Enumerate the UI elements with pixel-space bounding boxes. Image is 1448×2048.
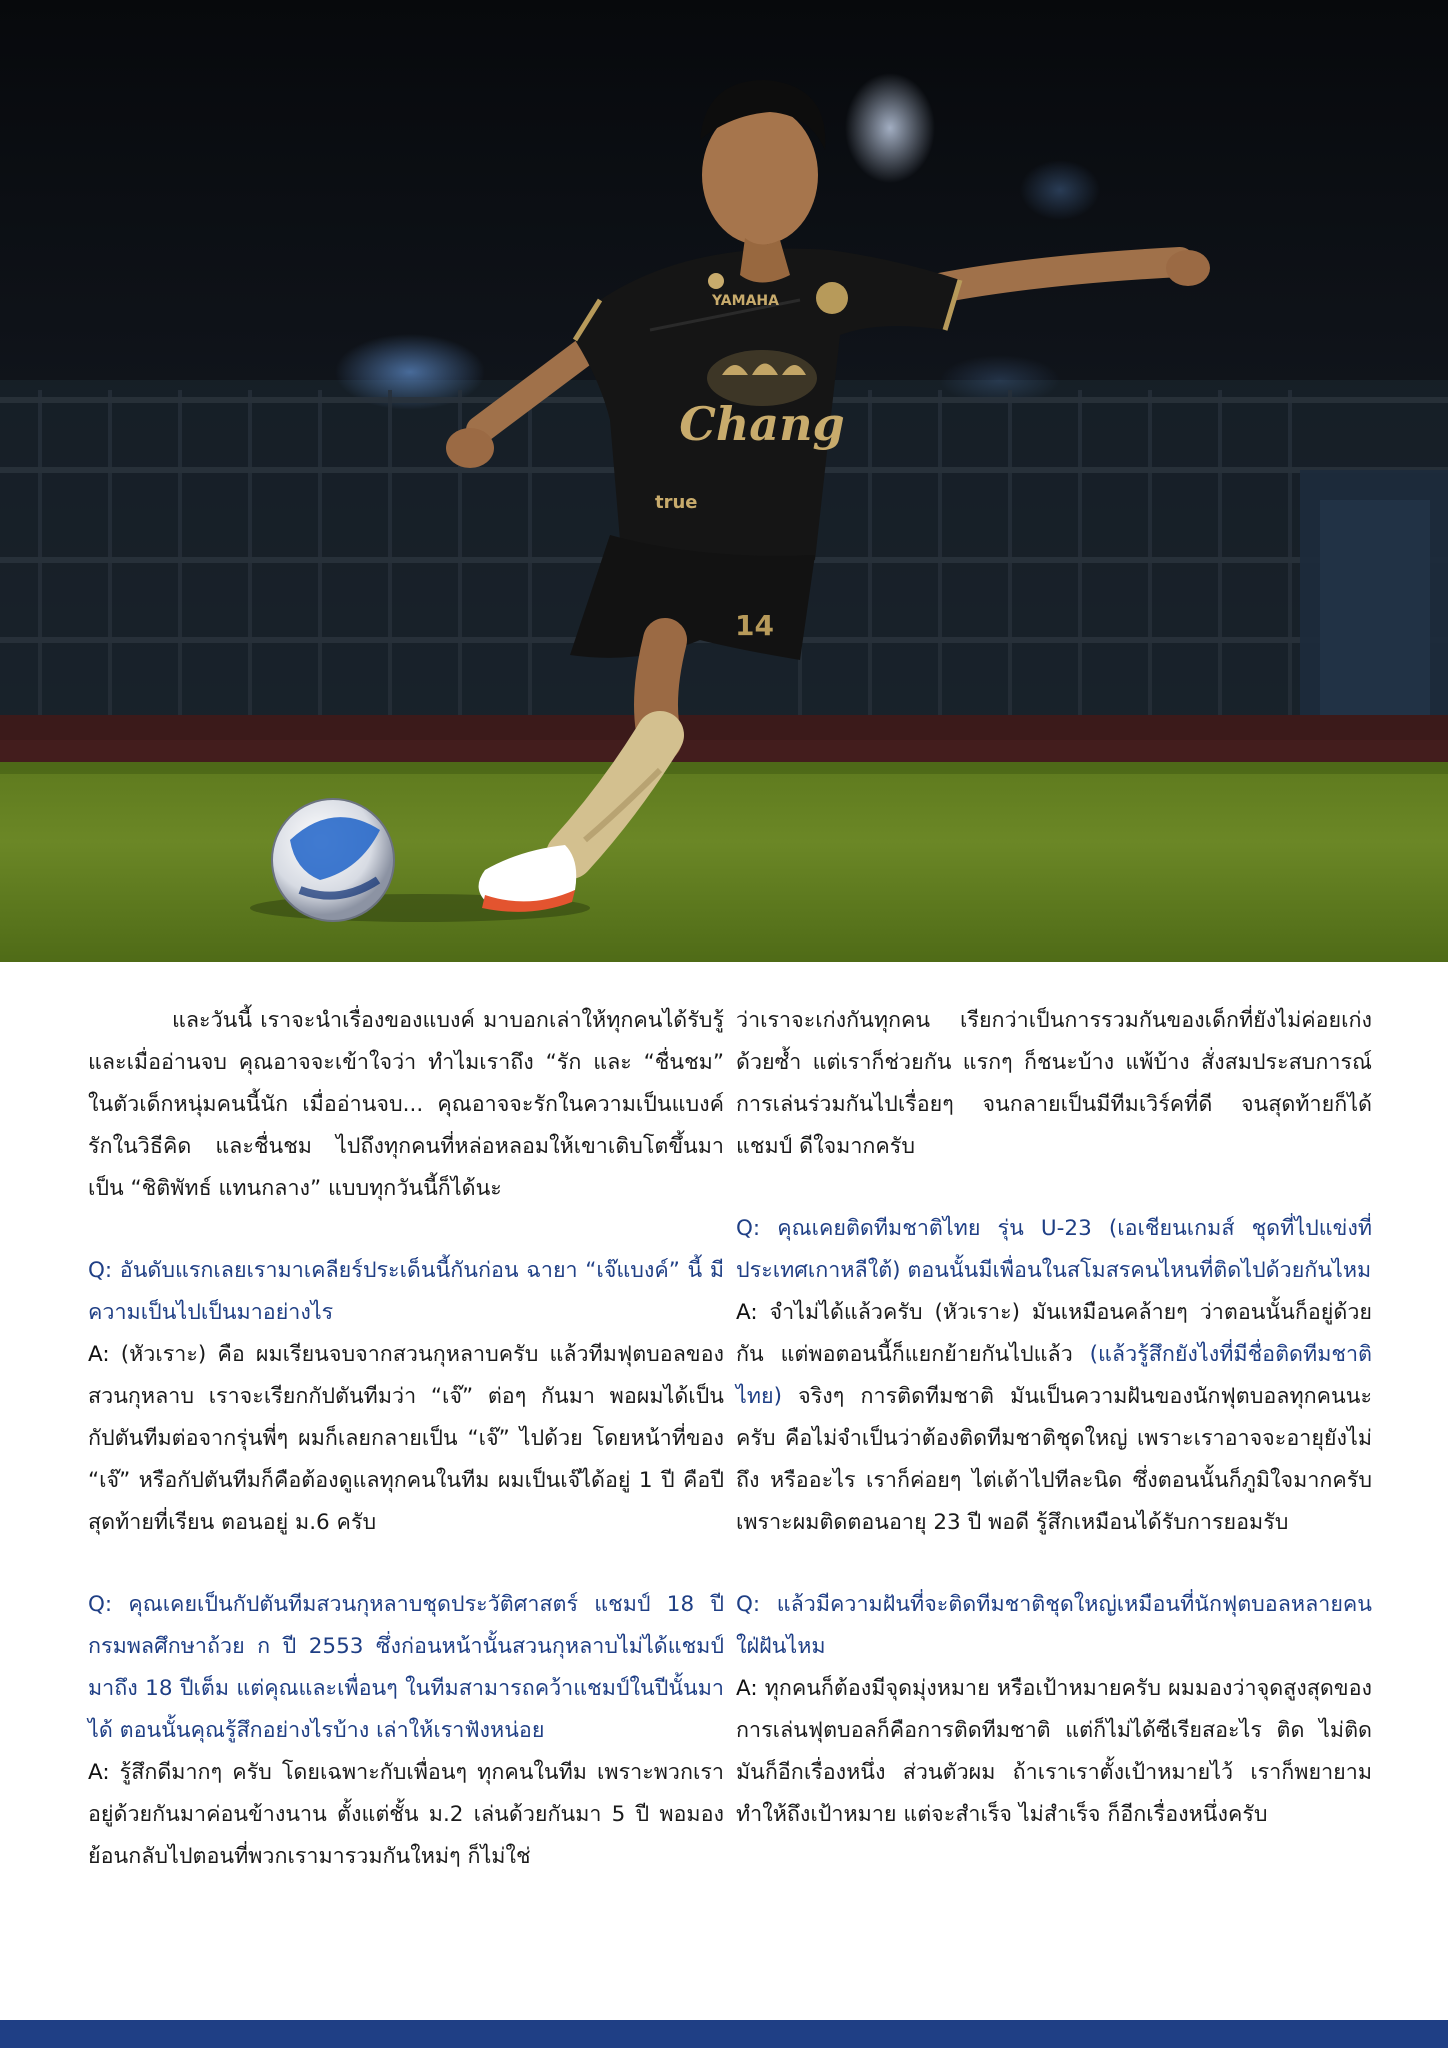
answer-3-text-part1: จำไม่ได้แล้วครับ (หัวเราะ) มันเหมือนคล้ายๆ ว่าตอนนั้นก็อยู่ด้วยกัน แต่พอตอนนี้ก็แยกย้ายกันไปแล้ว <box>736 1300 1372 1367</box>
answer-1-text: (หัวเราะ) คือ ผมเรียนจบจากสวนกุหลาบครับ แล้วทีมฟุตบอลของสวนกุหลาบ เราจะเรียกกัปตันทีมว่า “เจ๊” ต่อๆ กันมา พอผมได้เป็นกัปตันทีมต่อจากรุ่นพี่ๆ ผมก็เลยกลายเป็น “เจ๊” ไปด้วย โดยหน้าที่ของ “เจ๊” หรือกัปตันทีมก็คือต้องดูแลทุกคนในทีม ผมเป็นเจ๊ได้อยู่ 1 ปี คือปีสุดท้ายที่เรียน ตอนอยู่ ม.6 ครับ <box>88 1342 724 1535</box>
answer-label: A: <box>736 1300 758 1325</box>
answer-2-text: รู้สึกดีมากๆ ครับ โดยเฉพาะกับเพื่อนๆ ทุกคนในทีม เพราะพวกเราอยู่ด้วยกันมาค่อนข้างนาน ตั้งแต่ชั้น ม.2 เล่นด้วยกันมา 5 ปี พอมองย้อนกลับไปตอนที่พวกเรามารวมกันใหม่ๆ ก็ไม่ใช่ <box>88 1760 724 1869</box>
jersey-sponsor-text: YAMAHA <box>712 293 779 309</box>
answer-4 <box>736 1668 1372 1836</box>
answer-3-inline-question: (แล้วรู้สึกยังไงที่มีชื่อติดทีมชาติไทย) <box>736 1342 1372 1409</box>
answer-1 <box>88 1334 724 1544</box>
answer-label: A: <box>88 1760 110 1785</box>
question-2: Q: คุณเคยเป็นกัปตันทีมสวนกุหลาบชุดประวัติศาสตร์ แชมป์ 18 ปี กรมพลศึกษาถ้วย ก ปี 2553 ซึ่งก่อนหน้านั้นสวนกุหลาบไม่ได้แชมป์มาถึง 18 ปีเต็ม แต่คุณและเพื่อนๆ ในทีมสามารถคว้าแชมป์ในปีนั้นมาได้ ตอนนั้นคุณรู้สึกอย่างไรบ้าง เล่าให้เราฟังหน่อย <box>88 1592 724 1743</box>
question-3: Q: คุณเคยติดทีมชาติไทย รุ่น U-23 (เอเชียนเกมส์ ชุดที่ไปแข่งที่ประเทศเกาหลีใต้) ตอนนั้นมีเพื่อนในสโมสรคนไหนที่ติดไปด้วยกันไหม <box>736 1216 1372 1283</box>
football-icon <box>272 799 394 921</box>
football-player-illustration <box>0 0 1448 962</box>
article-right-column <box>736 1000 1372 1836</box>
club-crest-icon <box>816 282 848 314</box>
jersey-brand-text: Chang <box>679 397 845 451</box>
answer-3 <box>736 1292 1372 1544</box>
answer-2 <box>88 1752 724 1878</box>
question-1: Q: อันดับแรกเลยเรามาเคลียร์ประเด็นนี้กันก่อน ฉายา “เจ๊แบงค์” นี้ มีความเป็นไปเป็นมาอย่างไร <box>88 1258 724 1325</box>
question-4: Q: แล้วมีความฝันที่จะติดทีมชาติชุดใหญ่เหมือนที่นักฟุตบอลหลายคนใฝ่ฝันไหม <box>736 1592 1372 1659</box>
shorts-number: 14 <box>735 609 774 642</box>
article-left-column <box>88 1000 724 1878</box>
hero-photo <box>0 0 1448 962</box>
answer-3-text-part2: จริงๆ การติดทีมชาติ มันเป็นความฝันของนักฟุตบอลทุกคนนะครับ คือไม่จำเป็นว่าต้องติดทีมชาติชุดใหญ่ เพราะเราอาจจะอายุยังไม่ถึง หรืออะไร เราก็ค่อยๆ ไต่เต้าไปทีละนิด ซึ่งตอนนั้นก็ภูมิใจมากครับ เพราะผมติดตอนอายุ 23 ปี พอดี รู้สึกเหมือนได้รับการยอมรับ <box>736 1384 1372 1535</box>
jersey-sponsor2-text: true <box>655 492 698 513</box>
answer-2-continued: ว่าเราจะเก่งกันทุกคน เรียกว่าเป็นการรวมกันของเด็กที่ยังไม่ค่อยเก่งด้วยซ้ำ แต่เราก็ช่วยกัน แรกๆ ก็ชนะบ้าง แพ้บ้าง สั่งสมประสบการณ์การเล่นร่วมกันไปเรื่อยๆ จนกลายเป็นมีทีมเวิร์คที่ดี จนสุดท้ายก็ได้แชมป์ ดีใจมากครับ <box>736 1008 1372 1159</box>
answer-label: A: <box>736 1676 758 1701</box>
intro-paragraph: และวันนี้ เราจะนำเรื่องของแบงค์ มาบอกเล่าให้ทุกคนได้รับรู้ และเมื่ออ่านจบ คุณอาจจะเข้าใจว่า ทำไมเราถึง “รัก และ “ชื่นชม” ในตัวเด็กหนุ่มคนนี้นัก เมื่ออ่านจบ... คุณอาจจะรักในความเป็นแบงค์ รักในวิธีคิด และชื่นชม ไปถึงทุกคนที่หล่อหลอมให้เขาเติบโตขึ้นมาเป็น “ชิติพัทธ์ แทนกลาง” แบบทุกวันนี้ก็ได้นะ <box>88 1008 724 1201</box>
footer-bar <box>0 2020 1448 2048</box>
answer-4-text: ทุกคนก็ต้องมีจุดมุ่งหมาย หรือเป้าหมายครับ ผมมองว่าจุดสูงสุดของการเล่นฟุตบอลก็คือการติดทีมชาติ แต่ก็ไม่ได้ซีเรียสอะไร ติด ไม่ติด มันก็อีกเรื่องหนึ่ง ส่วนตัวผม ถ้าเราเราตั้งเป้าหมายไว้ เราก็พยายามทำให้ถึงเป้าหมาย แต่จะสำเร็จ ไม่สำเร็จ ก็อีกเรื่องหนึ่งครับ <box>736 1676 1372 1827</box>
answer-label: A: <box>88 1342 110 1367</box>
